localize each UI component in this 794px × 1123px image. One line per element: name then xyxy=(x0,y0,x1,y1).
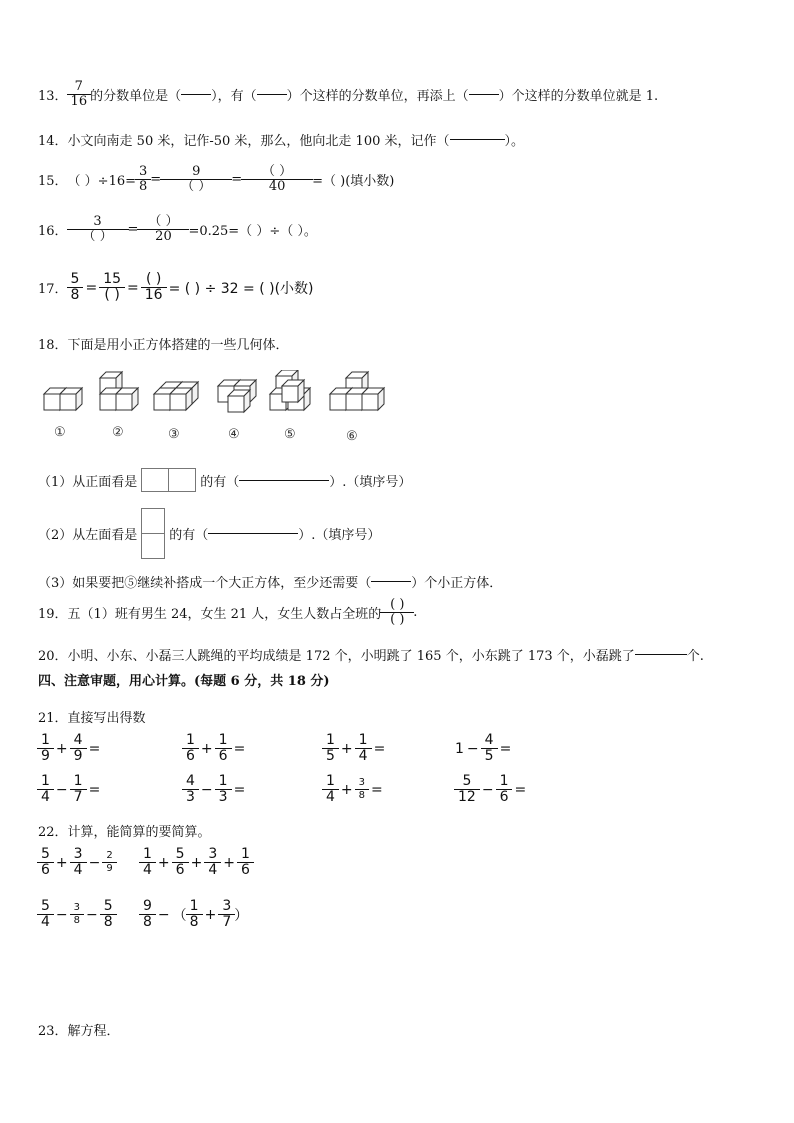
figure-label: ④ xyxy=(228,427,240,442)
figure-1 xyxy=(44,388,82,410)
fraction: 9 （ ） xyxy=(162,165,230,194)
expression: 1 4 + $\frac{3}{8}$ = xyxy=(323,774,386,805)
expression: 4 3 − $\frac{1}{3}$ = xyxy=(183,774,248,805)
fraction: $\frac{3}{8}$ xyxy=(137,165,149,194)
answer-blank[interactable] xyxy=(181,94,211,95)
answer-blank[interactable] xyxy=(635,654,687,655)
figure-3 xyxy=(154,382,198,410)
q16: 16． 3 （ ） = （ ） 20 =0.25=（ ）÷（ ）。 xyxy=(38,214,317,244)
expression: 5 12 − $\frac{1}{6}$ = xyxy=(455,774,529,805)
front-view-shape xyxy=(141,468,196,492)
fraction: ( ) 16 xyxy=(143,272,165,303)
q20: 20．小明、小东、小磊三人跳绳的平均成绩是 172 个，小明跳了 165 个，小东跳了 173 个，小磊跳了 个. xyxy=(38,649,704,664)
left-view-shape xyxy=(141,508,165,559)
answer-blank[interactable] xyxy=(469,94,499,95)
q18-sub3: （3）如果要把⑤继续补搭成一个大正方体，至少还需要（ ）个小正方体． xyxy=(38,576,503,591)
fraction: ( ) ( ) xyxy=(382,598,412,627)
expression: 5 4 − $\frac{3}{8}$ − $\frac{5}{8}$ xyxy=(38,899,116,930)
answer-blank[interactable] xyxy=(239,480,329,481)
figure-label: ③ xyxy=(168,427,180,442)
fraction: 15 ( ) xyxy=(101,272,123,303)
fraction: $\frac{5}{8}$ xyxy=(69,272,82,303)
figure-4 xyxy=(218,380,256,412)
q17: 17． $\frac{5}{8}$ = 15 ( ) = ( ) 16 = ( ) ÷ 32 = ( )(小数) xyxy=(38,271,314,303)
expression: 9 8 − （ 1 8 + $\frac{3}{7}$ ） xyxy=(140,899,248,930)
q15: 15． （ ）÷16= $\frac{3}{8}$ = 9 （ ） = （ ） 40 =（ )(填小数) xyxy=(38,164,395,194)
expression: 1 5 + $\frac{1}{4}$ = xyxy=(323,733,388,764)
q19: 19．五（1）班有男生 24，女生 21 人，女生人数占全班的 ( ) ( ) . xyxy=(38,597,418,627)
expression: 1 9 + $\frac{4}{9}$ = xyxy=(38,733,103,764)
figure-label: ⑤ xyxy=(284,427,296,442)
figure-label: ⑥ xyxy=(346,429,358,444)
fraction: （ ） 20 xyxy=(139,215,187,244)
q18-sub1: （1）从正面看是 的有（ ）.（填序号） xyxy=(38,468,411,492)
answer-blank[interactable] xyxy=(257,94,287,95)
figure-6 xyxy=(330,372,384,410)
expression: 5 6 + $\frac{3}{4}$ − $\frac{2}{9}$ xyxy=(38,847,116,878)
figure-2 xyxy=(100,372,138,410)
expression: 1 − $\frac{4}{5}$ = xyxy=(455,732,512,764)
figure-label: ① xyxy=(54,425,66,440)
fraction: （ ） 40 xyxy=(243,165,311,194)
section-heading: 四、注意审题，用心计算。(每题 6 分，共 18 分) xyxy=(38,674,330,689)
figure-5 xyxy=(270,370,310,410)
q23-title: 23．解方程． xyxy=(38,1024,120,1039)
cube-figures xyxy=(42,370,402,450)
q21-title: 21．直接写出得数 xyxy=(38,711,146,726)
fraction: 7 16 xyxy=(69,80,90,109)
answer-blank[interactable] xyxy=(208,533,298,534)
q13: 13． 7 16 的分数单位是（ ），有（ ）个这样的分数单位，再添上（ ）个这样的分数单位就是 1. xyxy=(38,79,659,109)
expression: 1 4 − $\frac{1}{7}$ = xyxy=(38,774,103,805)
q18-title: 18．下面是用小正方体搭建的一些几何体． xyxy=(38,338,289,353)
q18-sub2: （2）从左面看是 的有（ ）.（填序号） xyxy=(38,508,380,559)
q14: 14．小文向南走 50 米，记作-50 米，那么，他向北走 100 米，记作（ ）。 xyxy=(38,134,525,149)
answer-blank[interactable] xyxy=(450,139,505,140)
q22-title: 22．计算，能简算的要简算。 xyxy=(38,825,211,840)
expression: 1 4 + $\frac{5}{6}$ + $\frac{3}{4}$ + $\frac{1}{6}$ xyxy=(140,847,253,878)
fraction: 3 （ ） xyxy=(69,215,127,244)
answer-blank[interactable] xyxy=(371,581,411,582)
figure-label: ② xyxy=(112,425,124,440)
expression: 1 6 + $\frac{1}{6}$ = xyxy=(183,733,248,764)
